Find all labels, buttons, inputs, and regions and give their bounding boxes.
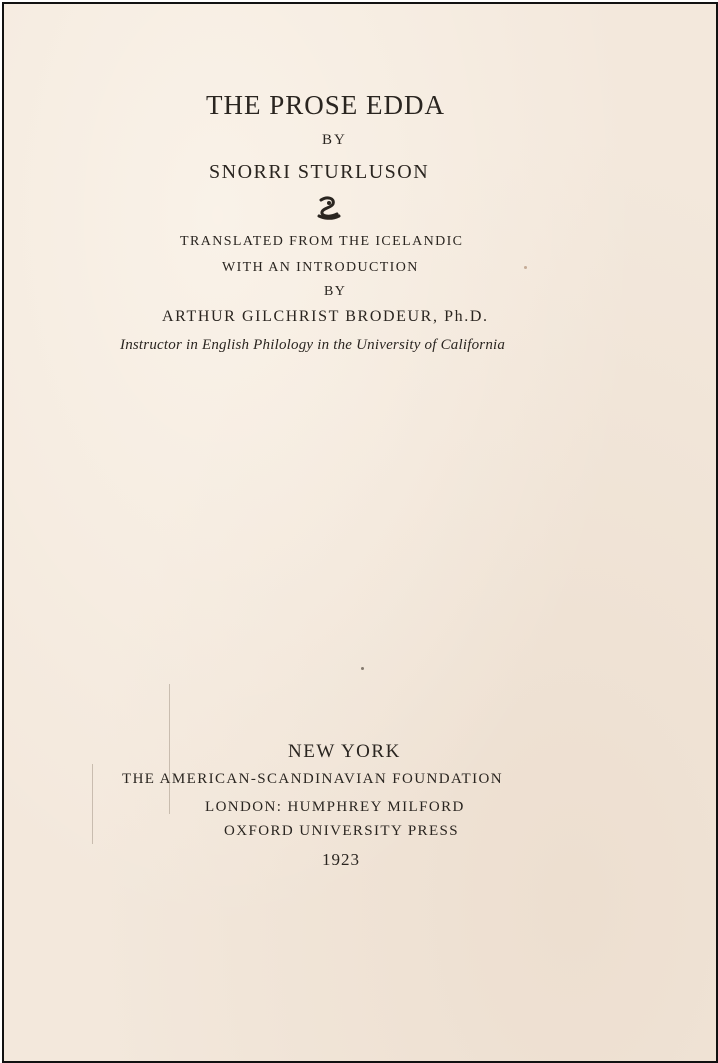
translator-position: Instructor in English Philology in the University of California <box>120 337 506 353</box>
translator-name: ARTHUR GILCHRIST BRODEUR, Ph.D. <box>162 308 489 325</box>
london-line: LONDON: HUMPHREY MILFORD <box>205 799 465 815</box>
book-title: THE PROSE EDDA <box>206 90 446 120</box>
translated-line: TRANSLATED FROM THE ICELANDIC <box>180 234 464 249</box>
paper-crease-2 <box>92 764 93 844</box>
title-page <box>2 2 718 1063</box>
paper-speck <box>361 667 364 670</box>
paper-crease <box>169 684 170 814</box>
author-name: SNORRI STURLUSON <box>209 161 430 183</box>
printer-ornament-icon <box>309 194 349 222</box>
by-label: BY <box>322 132 347 148</box>
by-label-2: BY <box>324 284 347 299</box>
publisher-name: THE AMERICAN-SCANDINAVIAN FOUNDATION <box>122 771 503 787</box>
introduction-line: WITH AN INTRODUCTION <box>222 260 419 275</box>
paper-speck-2 <box>524 266 527 269</box>
publication-place: NEW YORK <box>288 741 401 762</box>
publication-year: 1923 <box>322 850 360 869</box>
press-line: OXFORD UNIVERSITY PRESS <box>224 823 460 839</box>
